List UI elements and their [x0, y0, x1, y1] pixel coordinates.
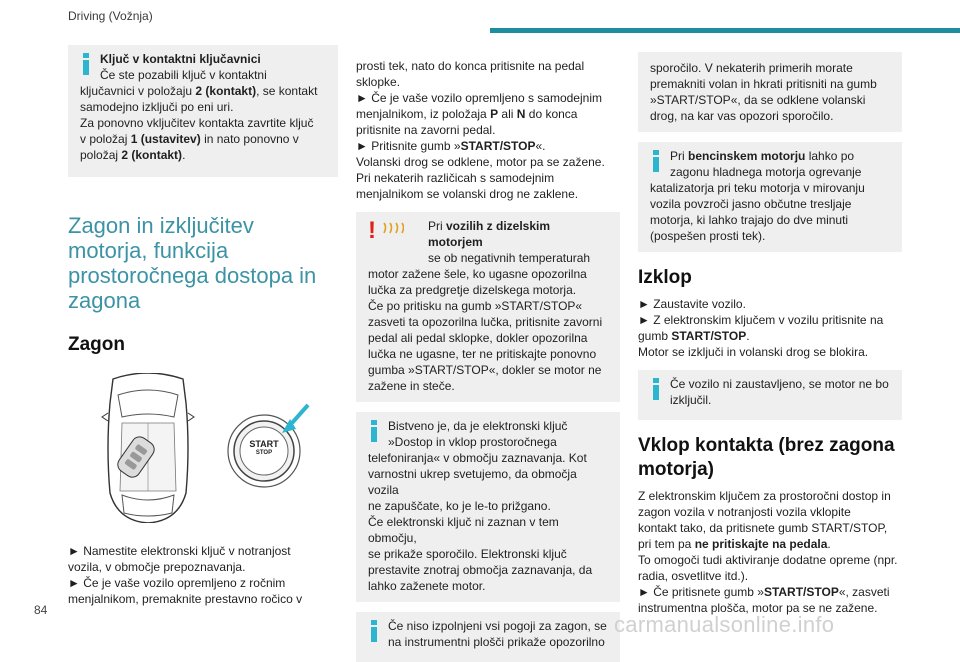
- info-icon: [366, 420, 382, 442]
- note-steering-lock: sporočilo. V nekaterih primerih morate premakniti volan in hkrati pritisniti na gumb »START/STOP«, da se odklene volanski drog, na kar vas opozori sporočilo.: [638, 52, 902, 132]
- section-heading: Zagon in izključitev motorja, funkcija prostoročnega dostopa in zagona: [68, 213, 317, 313]
- column-1: [68, 45, 338, 607]
- subheading-zagon: Zagon: [68, 334, 125, 355]
- info-icon: [78, 53, 94, 75]
- column-3: [638, 52, 902, 616]
- heading-izklop: Izklop: [638, 267, 692, 288]
- info-icon: [648, 150, 664, 172]
- note-petrol-engine: Pri bencinskem motorju lahko po zagonu hladnega motorja ogrevanje katalizatorja pri teku motorja v mirovanju vozila povzroči jasno občutne tresljaje motorja, ki lahko trajajo do dve minuti (pospešen prosti tek).: [638, 142, 902, 252]
- note-key-in-ignition: Ključ v kontaktni ključavnici Če ste pozabili ključ v kontaktni ključavnici v položaju 2 (kontakt), se kontakt samodejno izključi po eni uri. Za ponovno vključitev kontakta zavrtite ključ v položaj 1 (ustavitev) in nato ponovno v položaj 2 (kontakt).: [68, 45, 338, 177]
- warning-icon: !: [364, 219, 404, 243]
- note-diesel-warning: ! Pri vozilih z dizelskim motorjem se ob negativnih temperaturah motor zažene šele, ko ugasne opozorilna lučka za predgretje dizelskega motorja. Če po pritisku na gumb »START/STOP« zasveti ta opozorilna lučka, pritisnite zavorni pedal ali pedal sklopke, dokler opozorilna lučka ne ugasne, ter ne pritiskajte ponovno gumba »START/STOP«, dokler se motor ne zažene in steče.: [356, 212, 620, 402]
- illustration: [68, 373, 338, 523]
- column-2: [356, 58, 620, 662]
- info-icon: [648, 378, 664, 400]
- note-start-conditions: Če niso izpolnjeni vsi pogoji za zagon, se na instrumentni plošči prikaže opozorilno: [356, 612, 620, 662]
- start-steps-text: ► Namestite elektronski ključ v notranjost vozila, v območje prepoznavanja. ► Če je vaše vozilo opremljeno z ročnim menjalnikom, premaknite prestavno ročico v: [68, 544, 303, 606]
- glow-plug-icon: [382, 221, 404, 235]
- watermark: carmanualsonline.info: [614, 612, 835, 637]
- info-icon: [366, 620, 382, 642]
- heading-ignition-on: Vklop kontakta (brez zagona motorja): [638, 435, 895, 480]
- note-vehicle-not-stopped: Če vozilo ni zaustavljeno, se motor ne bo izključil.: [638, 370, 902, 420]
- header-accent-bar: [490, 28, 960, 33]
- switch-off-text: ► Zaustavite vozilo. ► Z elektronskim ključem v vozilu pritisnite na gumb START/STOP. Motor se izključi in volanski drog se blokira.: [638, 297, 884, 359]
- start-steps-continued: prosti tek, nato do konca pritisnite na pedal sklopke. ► Če je vaše vozilo opremljeno s samodejnim menjalnikom, iz položaja P ali N do konca pritisnite na zavorni pedal. ► Pritisnite gumb »START/STOP«. Volanski drog se odklene, motor pa se zažene. Pri nekaterih različicah s samodejnim menjalnikom se volanski drog ne zaklene.: [356, 59, 605, 201]
- page-number: 84: [34, 603, 48, 617]
- running-header: Driving (Vožnja): [68, 9, 153, 23]
- ignition-on-text: Z elektronskim ključem za prostoročni dostop in zagon vozila v notranjosti vozila vklopite kontakt tako, da pritisnete gumb START/STOP, pri tem pa ne pritiskajte na pedala. To omogoči tudi aktiviranje dodatne opreme (npr. radia, osvetlitve itd.). ► Če pritisnete gumb »START/STOP«, zasveti instrumentna plošča, motor pa se ne zažene.: [638, 489, 898, 615]
- car-top-view: [68, 373, 338, 523]
- start-stop-label: START STOP: [249, 439, 279, 456]
- note-key-detection: Bistveno je, da je elektronski ključ »Dostop in vklop prostoročnega telefoniranja« v območju zaznavanja. Kot varnostni ukrep svetujemo, da območja vozila ne zapuščate, ko je le-to prižgano. Če elektronski ključ ni zaznan v tem območju, se prikaže sporočilo. Elektronski ključ prestavite znotraj območja zaznavanja, da lahko zaženete motor.: [356, 412, 620, 602]
